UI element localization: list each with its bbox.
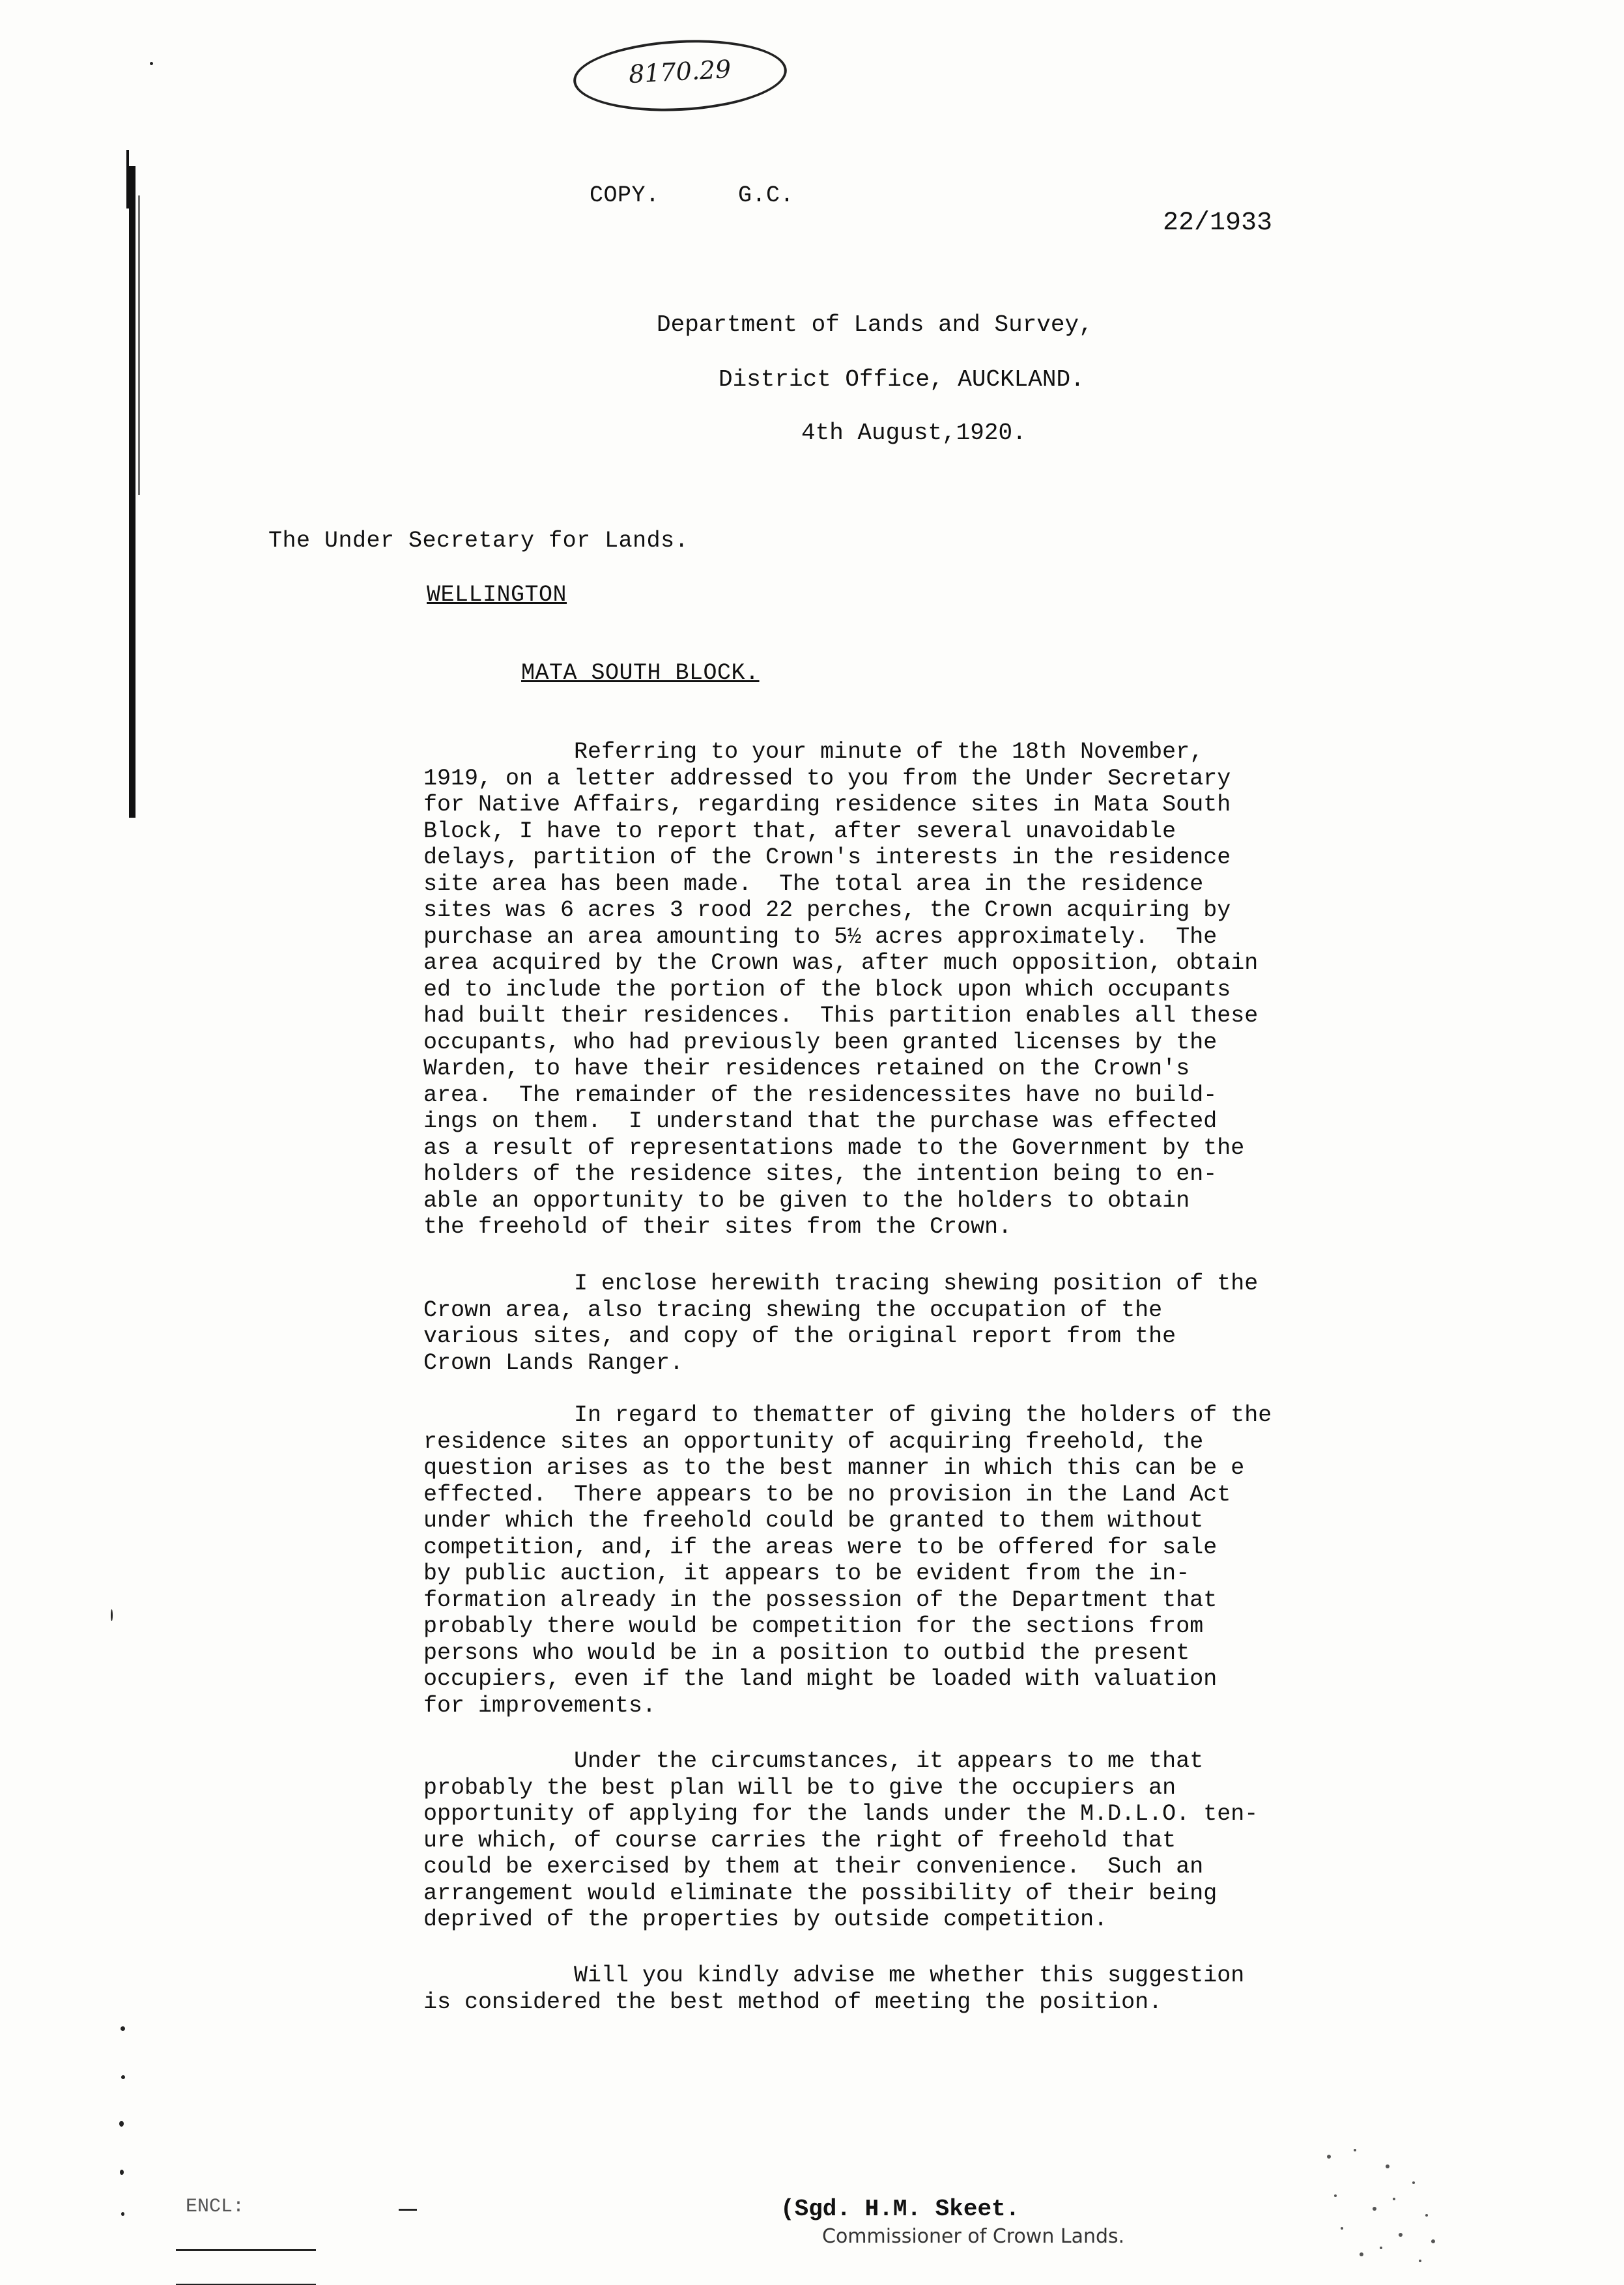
- signature-name: (Sgd. H.M. Skeet.: [780, 2196, 1020, 2222]
- body-paragraph: Referring to your minute of the 18th November, 1919, on a letter addressed to you from the Under Secretary for Native Affairs, regarding residence sites in Mata South Block, I have to report that, after several unavoidable delays, partition of the Crown's interests in the residence site area has been made. The total area in the residence sites was 6 acres 3 rood 22 perches, the Crown acquiring by purchase an area amounting to 5½ acres approximately. The area acquired by the Crown was, after much opposition, obtain ed to include the portion of the block upon which occupants had built their residences. This partition enables all these occupants, who had previously been granted licenses by the Warden, to have their residences retained on the Crown's area. The remainder of the residencessites have no build- ings on them. I understand that the purchase was effected as a result of representations made to the Government by the holders of the residence sites, the intention being to en- able an opportunity to be given to the holders to obtain the freehold of their sites from the Crown.: [423, 739, 1259, 1240]
- scan-noise: [1316, 2137, 1446, 2274]
- scan-speck: [119, 2121, 124, 2127]
- scan-speck: [120, 2170, 124, 2175]
- sender-office: District Office, AUCKLAND.: [719, 366, 1085, 393]
- initials-label: G.C.: [738, 182, 795, 208]
- body-paragraph: Under the circumstances, it appears to me that probably the best plan will be to give the occupiers an opportunity of applying for the lands under the M.D.L.O. ten- ure which, of course carries the right of freehold that could be exercised by them at their convenience. Such an arrangement would eliminate the possibility of their being deprived of the properties by outside competition.: [423, 1748, 1259, 1933]
- subject-heading: MATA SOUTH BLOCK.: [521, 660, 760, 686]
- scan-edge-artifact: [129, 166, 135, 818]
- recipient-city: WELLINGTON: [427, 582, 567, 608]
- signature-dash: [399, 2209, 417, 2211]
- reference-note-oval: [571, 35, 788, 116]
- reference-note: 8170.29: [628, 54, 732, 89]
- recipient-title: The Under Secretary for Lands.: [268, 528, 689, 554]
- body-paragraph: Will you kindly advise me whether this suggestion is considered the best method of meeting the position.: [423, 1962, 1245, 2015]
- file-number: 22/1933: [1163, 208, 1273, 238]
- scan-speck: [150, 62, 153, 65]
- scan-edge-artifact: [126, 150, 129, 208]
- scan-speck: [121, 2212, 124, 2216]
- scan-speck: [121, 2075, 125, 2079]
- scan-edge-artifact: [138, 195, 140, 495]
- copy-label: COPY.: [590, 182, 660, 208]
- body-paragraph: I enclose herewith tracing shewing position of the Crown area, also tracing shewing the occupation of the various sites, and copy of the original report from the Crown Lands Ranger.: [423, 1271, 1259, 1376]
- enclosure-line: [176, 2249, 316, 2251]
- letter-date: 4th August,1920.: [801, 420, 1027, 446]
- scan-speck: [121, 2026, 125, 2031]
- body-paragraph: In regard to thematter of giving the holders of the residence sites an opportunity of acquiring freehold, the question arises as to the best manner in which this can be e effected. There appears to be no provision in the Land Act under which the freehold could be granted to them without competition, and, if the areas were to be offered for sale by public auction, it appears to be evident from the in- formation already in the possession of the Department that probably there would be competition for the sections from persons who would be in a position to outbid the present occupiers, even if the land might be loaded with valuation for improvements.: [423, 1402, 1272, 1719]
- sender-department: Department of Lands and Survey,: [657, 311, 1093, 338]
- enclosure-label: ENCL:: [186, 2196, 245, 2218]
- signature-title: Commissioner of Crown Lands.: [822, 2225, 1125, 2248]
- scan-speck: [111, 1609, 113, 1621]
